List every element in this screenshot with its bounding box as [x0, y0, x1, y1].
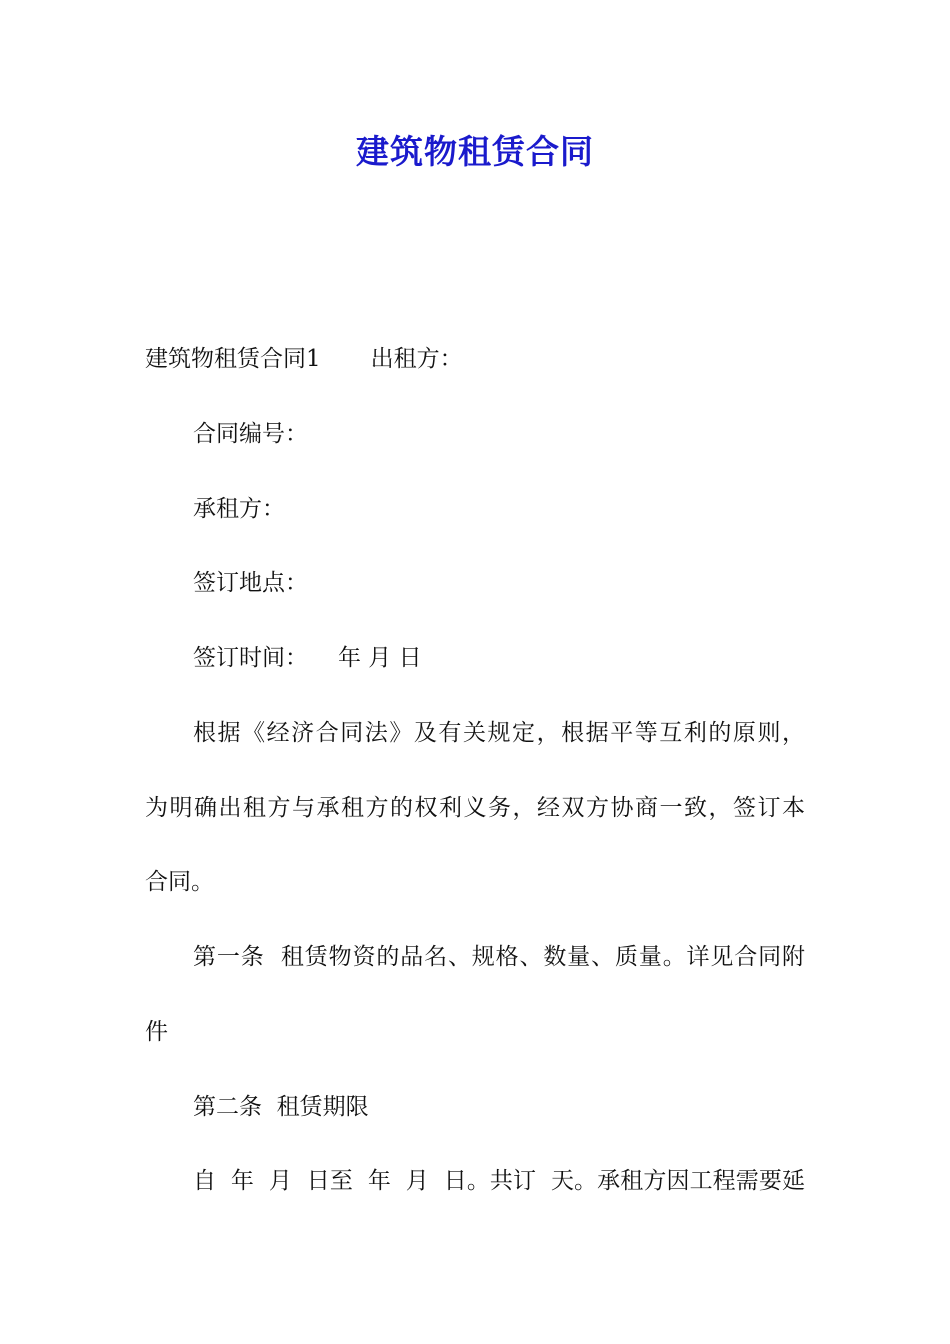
signing-time-line	[193, 642, 805, 674]
article1-line-2: 件	[145, 1019, 168, 1045]
contract-heading-line	[145, 343, 805, 375]
preamble-line-2: 为明确出租方与承租方的权利义务，经双方协商一致，签订本	[145, 795, 805, 821]
preamble-line-3: 合同。	[145, 869, 214, 895]
contract-number-label: 合同编号：	[193, 421, 308, 447]
article1-line-1: 第一条 租赁物资的品名、规格、数量、质量。详见合同附	[193, 944, 805, 970]
document-title: 建筑物租赁合同	[356, 132, 594, 171]
lessee-label: 承租方：	[193, 496, 285, 522]
signing-place-label: 签订地点：	[193, 570, 308, 596]
article2-title: 第二条 租赁期限	[193, 1094, 369, 1120]
signing-time-label: 签订时间：	[193, 645, 308, 671]
contract-heading: 建筑物租赁合同1	[145, 346, 321, 372]
signing-time-date: 年 月 日	[338, 645, 422, 671]
preamble-line-1: 根据《经济合同法》及有关规定，根据平等互利的原则，	[193, 720, 805, 746]
lessor-label: 出租方：	[370, 346, 463, 372]
article2-text: 自 年 月 日至 年 月 日。共订 天。承租方因工程需要延	[193, 1168, 805, 1194]
